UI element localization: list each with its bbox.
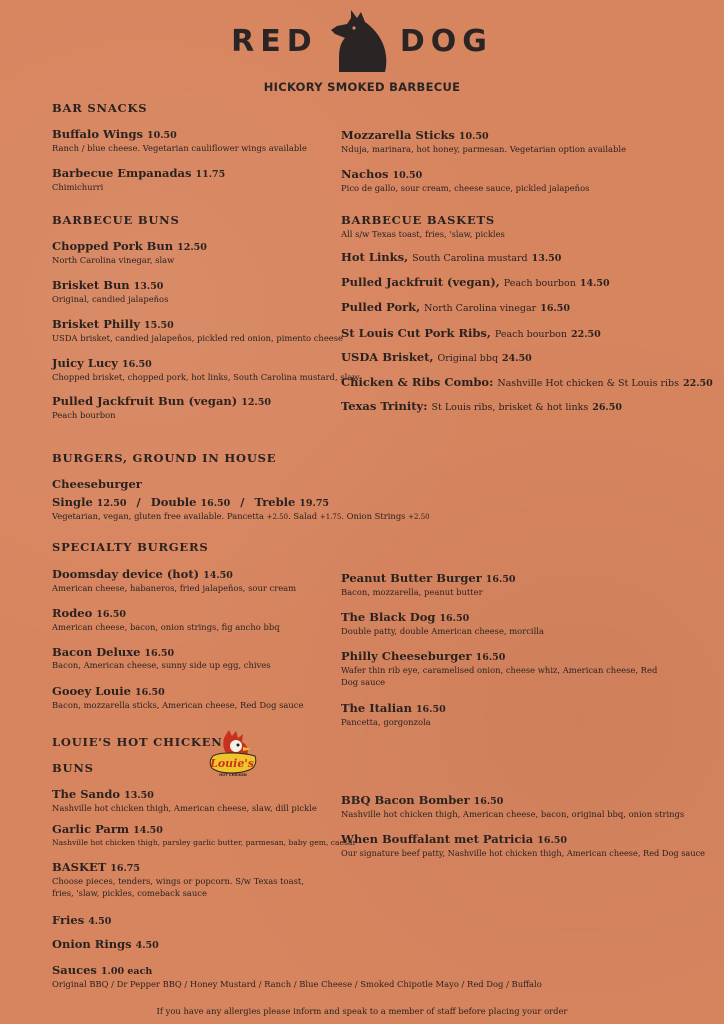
item-detail: Peach bourbon <box>503 278 576 289</box>
menu-item-name <box>52 278 163 292</box>
item-name: Brisket Philly <box>52 317 141 331</box>
item-price: 16.50 <box>122 359 152 370</box>
item-name: Hot Links, <box>341 250 409 264</box>
item-price: 14.50 <box>203 570 233 581</box>
size-price: 16.50 <box>200 498 231 509</box>
item-price: 16.75 <box>110 863 141 874</box>
item-name: USDA Brisket, <box>341 350 434 364</box>
item-price: 4.50 <box>135 940 159 951</box>
item-detail: Original bbq <box>437 353 499 364</box>
tagline: HICKORY SMOKED BARBECUE <box>263 80 461 94</box>
item-name: Chicken & Ribs Combo: <box>341 375 494 389</box>
item-name: Gooey Louie <box>52 684 131 698</box>
item-description: Chimichurri <box>52 182 104 192</box>
item-description: Original BBQ / Dr Pepper BBQ / Honey Mustard / Ranch / Blue Cheese / Smoked Chipotle Mayo / Red Dog / Buffalo <box>52 979 542 989</box>
size-label: Single <box>52 495 93 509</box>
item-name: Onion Rings <box>52 937 132 951</box>
item-description: Ranch / blue cheese. Vegetarian cauliflower wings available <box>52 143 307 153</box>
item-description: Chopped brisket, chopped pork, hot links, South Carolina mustard, slaw <box>52 372 360 382</box>
item-price: 26.50 <box>592 402 622 413</box>
menu-item-name <box>52 684 165 698</box>
item-price: 13.50 <box>531 253 562 264</box>
menu-item-name <box>341 167 422 181</box>
menu-item-name <box>341 326 601 340</box>
item-name: St Louis Cut Pork Ribs, <box>341 326 491 340</box>
item-description: Nashville hot chicken thigh, American cheese, bacon, original bbq, onion strings <box>341 809 685 819</box>
menu-item-name <box>52 567 233 581</box>
item-price: 22.50 <box>571 329 601 340</box>
item-name: Garlic Parm <box>52 822 130 836</box>
menu-item-name <box>341 399 622 413</box>
menu-item-name <box>341 610 469 624</box>
item-detail: St Louis ribs, brisket & hot links <box>431 402 589 413</box>
item-description: North Carolina vinegar, slaw <box>52 255 175 265</box>
item-description: USDA brisket, candied jalapeños, pickled red onion, pimento cheese <box>52 333 343 343</box>
menu-item-name <box>341 571 516 585</box>
item-name: Chopped Pork Bun <box>52 239 174 253</box>
item-name: Brisket Bun <box>52 278 130 292</box>
item-description: Pancetta, gorgonzola <box>341 717 431 727</box>
item-name: Rodeo <box>52 606 93 620</box>
section-title-burgers: BURGERS, GROUND IN HOUSE <box>52 451 277 465</box>
menu-item-name <box>52 127 177 141</box>
rooster-icon <box>205 730 261 782</box>
note-text: . Onion Strings <box>341 511 409 521</box>
item-description: Choose pieces, tenders, wings or popcorn. S/w Texas toast, fries, 'slaw, pickles, comeback sauce <box>52 876 304 898</box>
size-label: Treble <box>254 495 296 509</box>
menu-item-name <box>341 300 570 314</box>
separator: / <box>240 495 245 509</box>
item-name: Peanut Butter Burger <box>341 571 482 585</box>
menu-item-name <box>341 701 446 715</box>
burger-sizes <box>52 495 329 509</box>
badge-subtext: HOT CHICKEN <box>219 773 247 777</box>
note-price: +2.50 <box>266 513 289 521</box>
note-text: Vegetarian, vegan, gluten free available. Pancetta <box>52 511 267 521</box>
size-label: Double <box>150 495 197 509</box>
item-name: Pulled Jackfruit (vegan), <box>341 275 500 289</box>
section-title-barbecue-buns: BARBECUE BUNS <box>52 213 180 227</box>
item-name: BBQ Bacon Bomber <box>341 793 470 807</box>
item-name: When Bouffalant met Patricia <box>341 832 534 846</box>
item-price: 16.50 <box>134 687 165 698</box>
item-description: Pico de gallo, sour cream, cheese sauce, pickled jalapeños <box>341 183 590 193</box>
item-price: 16.50 <box>537 835 567 846</box>
item-description: Bacon, mozzarella sticks, American cheese, Red Dog sauce <box>52 700 304 710</box>
menu-item-name <box>341 128 489 142</box>
item-description: Peach bourbon <box>52 410 116 420</box>
separator: / <box>136 495 141 509</box>
item-price: 16.50 <box>475 652 506 663</box>
item-name: Sauces <box>52 963 97 977</box>
item-price: 10.50 <box>392 170 423 181</box>
burger-note <box>52 510 430 523</box>
note-price: +2.50 <box>408 513 430 521</box>
item-price: 16.50 <box>540 303 570 314</box>
section-subtitle: All s/w Texas toast, fries, 'slaw, pickles <box>341 229 505 239</box>
brand-name-right: DOG <box>399 23 493 59</box>
menu-item-name <box>341 350 532 364</box>
menu-item-name <box>52 606 126 620</box>
section-title-barbecue-baskets: BARBECUE BASKETS <box>341 213 496 227</box>
item-price: 11.75 <box>195 169 226 180</box>
item-price: 22.50 <box>683 378 713 389</box>
item-price: 14.50 <box>579 278 610 289</box>
item-price: 12.50 <box>177 242 207 253</box>
item-detail: Nashville Hot chicken & St Louis ribs <box>497 378 680 389</box>
item-name: Bacon Deluxe <box>52 645 141 659</box>
item-description: Nduja, marinara, hot honey, parmesan. Vegetarian option available <box>341 144 627 154</box>
item-description: Bacon, American cheese, sunny side up egg, chives <box>52 660 271 670</box>
item-detail: North Carolina vinegar <box>424 303 537 314</box>
menu-item-name <box>52 645 174 659</box>
menu-item-name <box>52 394 271 408</box>
item-price: 15.50 <box>144 320 174 331</box>
item-name: Cheeseburger <box>52 477 142 491</box>
item-price: 16.50 <box>144 648 175 659</box>
menu-item-name <box>341 832 567 846</box>
item-description: American cheese, habaneros, fried jalapeños, sour cream <box>52 583 297 593</box>
menu-item-name <box>52 937 159 951</box>
item-price: 10.50 <box>458 131 489 142</box>
item-name: The Italian <box>341 701 412 715</box>
item-detail: South Carolina mustard <box>412 253 528 264</box>
item-name: Nachos <box>341 167 389 181</box>
item-price: 1.00 each <box>100 966 153 977</box>
section-title-specialty-burgers: SPECIALTY BURGERS <box>52 540 209 554</box>
note-price: +1.75 <box>319 513 342 521</box>
item-price: 10.50 <box>146 130 177 141</box>
item-name: The Black Dog <box>341 610 436 624</box>
section-title-bar-snacks: BAR SNACKS <box>52 101 148 115</box>
item-name: Juicy Lucy <box>52 356 118 370</box>
menu-item-name <box>341 250 561 264</box>
item-name: Doomsday device (hot) <box>52 567 200 581</box>
item-price: 13.50 <box>133 281 164 292</box>
item-name: Fries <box>52 913 85 927</box>
item-description: Bacon, mozzarella, peanut butter <box>341 587 483 597</box>
item-name: Barbecue Empanadas <box>52 166 192 180</box>
item-price: 16.50 <box>415 704 446 715</box>
item-name: Philly Cheeseburger <box>341 649 472 663</box>
item-description: Nashville hot chicken thigh, parsley garlic butter, parmesan, baby gem, caesar <box>52 838 357 847</box>
menu-item-name <box>341 793 503 807</box>
menu-item-name <box>52 963 152 977</box>
menu-item-name <box>52 239 207 253</box>
item-price: 24.50 <box>502 353 532 364</box>
menu-item-name <box>52 317 174 331</box>
note-text: . Salad <box>288 511 320 521</box>
item-name: BASKET <box>52 860 107 874</box>
badge-text: Louie's <box>210 757 254 770</box>
menu-item-name <box>341 649 505 663</box>
item-price: 16.50 <box>96 609 127 620</box>
menu-item-name <box>52 822 163 836</box>
item-description: Nashville hot chicken thigh, American cheese, slaw, dill pickle <box>52 803 317 813</box>
section-subtitle-buns: BUNS <box>52 761 94 775</box>
item-name: Pulled Pork, <box>341 300 421 314</box>
item-name: Mozzarella Sticks <box>341 128 455 142</box>
item-price: 14.50 <box>133 825 163 836</box>
item-name: Buffalo Wings <box>52 127 143 141</box>
item-price: 12.50 <box>241 397 271 408</box>
menu-item-name <box>52 787 154 801</box>
item-description: Original, candied jalapeños <box>52 294 169 304</box>
item-price: 16.50 <box>439 613 470 624</box>
menu-item-name <box>52 356 152 370</box>
menu-item-name <box>341 275 610 289</box>
size-price: 19.75 <box>299 498 330 509</box>
size-price: 12.50 <box>96 498 127 509</box>
menu-item-name <box>341 375 713 389</box>
item-description: Wafer thin rib eye, caramelised onion, cheese whiz, American cheese, Red Dog sauce <box>341 665 658 687</box>
item-name: Pulled Jackfruit Bun (vegan) <box>52 394 238 408</box>
brand-logo <box>0 8 724 74</box>
item-description: American cheese, bacon, onion strings, fig ancho bbq <box>52 622 280 632</box>
item-price: 4.50 <box>88 916 112 927</box>
item-price: 16.50 <box>473 796 504 807</box>
item-name: Texas Trinity: <box>341 399 428 413</box>
menu-item-name <box>52 860 140 874</box>
item-description: Our signature beef patty, Nashville hot chicken thigh, American cheese, Red Dog sauce <box>341 848 706 858</box>
item-description: Double patty, double American cheese, morcilla <box>341 626 544 636</box>
item-price: 13.50 <box>124 790 154 801</box>
item-name: The Sando <box>52 787 121 801</box>
allergy-footer: If you have any allergies please inform and speak to a member of staff before placing your order <box>156 1006 568 1016</box>
menu-item-name <box>52 913 111 927</box>
menu-item-name <box>52 166 225 180</box>
brand-name-left: RED <box>231 23 318 59</box>
dog-head-icon <box>327 8 391 74</box>
item-detail: Peach bourbon <box>494 329 567 340</box>
section-title-louies-hot-chicken: LOUIE'S HOT CHICKEN <box>52 735 223 749</box>
item-price: 16.50 <box>485 574 516 585</box>
